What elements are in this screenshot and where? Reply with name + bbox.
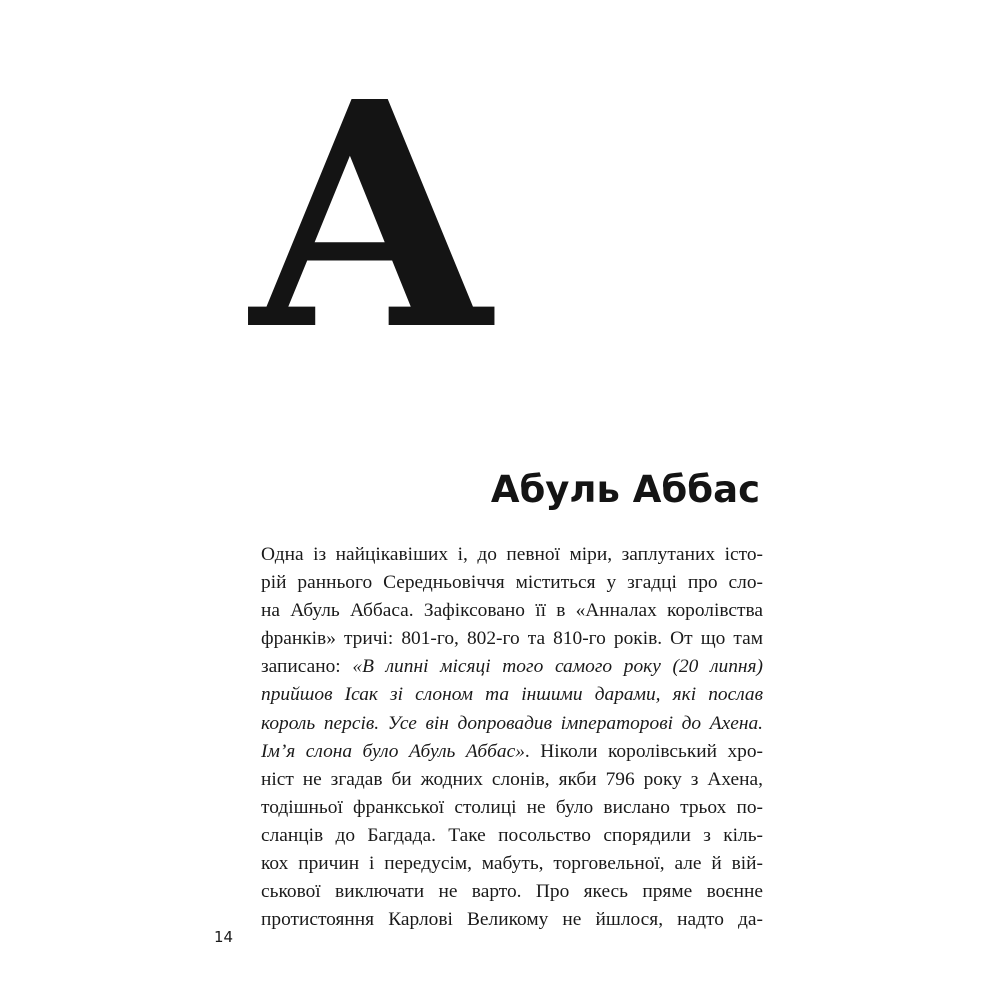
quote-text: Ім’я слона було Абуль Аббас» <box>261 740 525 762</box>
text-run: франків» тричі: 801-го, 802-го та 810-го років. От що там <box>261 628 763 650</box>
quote-text: прийшов Ісак зі слоном та іншими дарами, які послав <box>261 684 763 706</box>
text-run: . Ніколи королівський хро- <box>524 740 764 762</box>
text-run: записано: <box>261 656 353 678</box>
text-line <box>261 597 763 625</box>
text-run: Одна із найцікавіших і, до певної міри, заплутаних істо- <box>261 544 763 565</box>
quote-text: король персів. Усе він допровадив імператорові до Ахена. <box>261 712 763 734</box>
text-run: на Абуль Аббаса. Зафіксовано її в «Анналах королівства <box>261 600 763 622</box>
text-run: ніст не згадав би жодних слонів, якби 796 року з Ахена, <box>261 768 763 790</box>
text-line <box>261 541 763 569</box>
section-title: Абуль Аббас <box>490 468 760 511</box>
text-line <box>261 850 763 878</box>
text-line <box>261 681 763 709</box>
text-line <box>261 738 763 766</box>
text-line <box>261 569 763 597</box>
text-line <box>261 653 763 681</box>
text-run: сланців до Багдада. Таке посольство спорядили з кіль- <box>261 824 763 846</box>
text-line <box>261 710 763 738</box>
text-line <box>261 625 763 653</box>
text-run: кох причин і передусім, мабуть, торговельної, але й вій- <box>261 853 763 875</box>
body-paragraph <box>261 541 763 934</box>
text-line <box>261 822 763 850</box>
text-line <box>261 794 763 822</box>
text-line <box>261 906 763 934</box>
text-run: протистояння Карлові Великому не йшлося, надто да- <box>261 909 763 931</box>
page-number: 14 <box>214 928 234 946</box>
chapter-letter: А <box>245 35 494 399</box>
text-run: ськової виключати не варто. Про якесь пряме воєнне <box>261 881 763 903</box>
text-line <box>261 878 763 906</box>
text-line <box>261 766 763 794</box>
text-run: тодішньої франкської столиці не було вислано трьох по- <box>261 796 763 818</box>
quote-text: «В липні місяці того самого року (20 липня) <box>352 656 763 678</box>
text-run: рій раннього Середньовіччя міститься у згадці про сло- <box>261 572 763 594</box>
